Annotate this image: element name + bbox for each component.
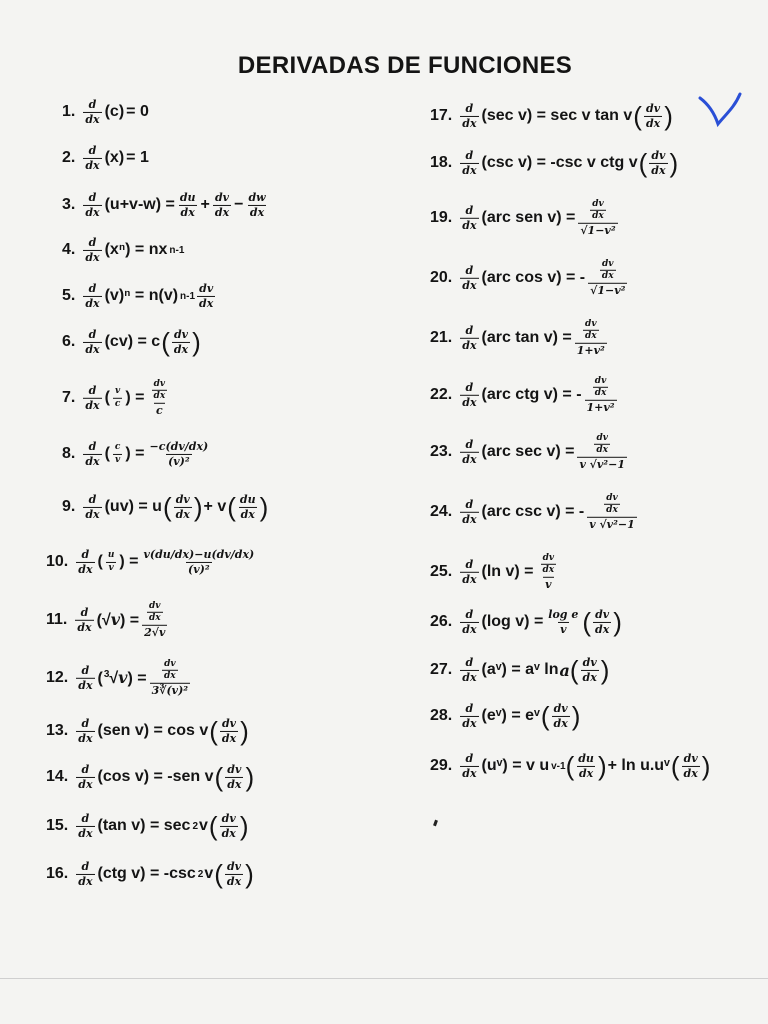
formula-2: 2. $\frac{d}{dx}$ (x) = 1	[62, 143, 149, 172]
formula-29: 29. $\frac{d}{dx}$ (uᵛ) = v u v-1 ( $\frac{du}{dx}$ ) + ln u.uᵛ ( $\frac{dv}{dx}$ )	[430, 751, 711, 781]
formula-4: 4. $\frac{d}{dx}$ (xⁿ) = nx n-1	[62, 235, 185, 264]
page-title: DERIVADAS DE FUNCIONES	[237, 52, 573, 79]
formula-10: 10. $\frac{d}{dx}$ ( $\frac{u}{v}$ ) = $\frac{v(du/dx)-u(dv/dx)}{\text{(v)²}}$	[46, 547, 255, 576]
formula-9: 9. $\frac{d}{dx}$ (uv) = u ( $\frac{dv}{dx}$ ) + v ( $\frac{du}{dx}$ )	[62, 492, 269, 522]
page-edge-line	[0, 978, 768, 979]
formula-14: 14. $\frac{d}{dx}$ (cos v) = -sen v ( $\frac{dv}{dx}$ )	[46, 762, 255, 792]
formula-7: 7. $\frac{d}{dx}$ ( $\frac{v}{c}$ ) = $\frac{\frac{dv}{dx}}{c}$	[62, 378, 166, 417]
formula-5: 5. $\frac{d}{dx}$ (v)ⁿ = n(v) n-1 $\frac{dv}{dx}$	[62, 281, 214, 310]
derivative-operator: $\frac{d}{dx}$	[85, 97, 100, 126]
formula-20: 20. $\frac{d}{dx}$ (arc cos v) = - $\frac{\frac{dv}{dx}}{\text{√1−v²}}$	[430, 258, 626, 297]
formula-6: 6. $\frac{d}{dx}$ (cv) = c ( $\frac{dv}{dx}$ )	[62, 327, 201, 357]
formula-22: 22. $\frac{d}{dx}$ (arc ctg v) = - $\frac{\frac{dv}{dx}}{\text{1+v²}}$	[430, 375, 615, 414]
formula-17: 17. $\frac{d}{dx}$ (sec v) = sec v tan v ( $\frac{dv}{dx}$ )	[430, 101, 673, 131]
check-mark-icon	[696, 88, 746, 132]
derivative-operator: $\frac{d}{dx}$	[85, 143, 100, 172]
formula-21: 21. $\frac{d}{dx}$ (arc tan v) = $\frac{\frac{dv}{dx}}{\text{1+v²}}$	[430, 318, 605, 357]
formula-23: 23. $\frac{d}{dx}$ (arc sec v) = $\frac{\frac{dv}{dx}}{\text{v √v²−1}}$	[430, 432, 625, 471]
formula-28: 28. $\frac{d}{dx}$ (eᵛ) = eᵛ ( $\frac{dv}{dx}$ )	[430, 701, 581, 731]
formula-3: 3. $\frac{d}{dx}$ (u+v-w) = $\frac{du}{dx}$ + $\frac{dv}{dx}$ − $\frac{dw}{dx}$	[62, 190, 266, 219]
formula-18: 18. $\frac{d}{dx}$ (csc v) = -csc v ctg v ( $\frac{dv}{dx}$ )	[430, 148, 679, 178]
formula-27: 27. $\frac{d}{dx}$ (aᵛ) = aᵛ ln a ( $\frac{dv}{dx}$ )	[430, 655, 610, 685]
formula-15: 15. $\frac{d}{dx}$ (tan v) = sec 2 v ( $\frac{dv}{dx}$ )	[46, 811, 249, 841]
ink-mark	[433, 820, 438, 827]
formula-12: 12. $\frac{d}{dx}$ ($^3$√v) = $\frac{\frac{dv}{dx}}{\text{3∛(v)²}}$	[46, 658, 189, 697]
formula-26: 26. $\frac{d}{dx}$ (log v) = $\frac{\text{log e}}{v}$ ( $\frac{dv}{dx}$ )	[430, 607, 622, 637]
formula-8: 8. $\frac{d}{dx}$ ( $\frac{c}{v}$ ) = $\frac{-c(dv/dx)}{\text{(v)²}}$	[62, 439, 209, 468]
formula-11: 11. $\frac{d}{dx}$ (√v) = $\frac{\frac{dv}{dx}}{2√v}$	[46, 600, 166, 639]
formula-25: 25. $\frac{d}{dx}$ (ln v) = $\frac{\frac{dv}{dx}}{v}$	[430, 552, 555, 591]
formula-13: 13. $\frac{d}{dx}$ (sen v) = cos v ( $\frac{dv}{dx}$ )	[46, 716, 249, 746]
formula-16: 16. $\frac{d}{dx}$ (ctg v) = -csc 2 v ( $\frac{dv}{dx}$ )	[46, 859, 254, 889]
formula-1: 1. $\frac{d}{dx}$ (c) = 0	[62, 97, 149, 126]
formula-24: 24. $\frac{d}{dx}$ (arc csc v) = - $\frac{\frac{dv}{dx}}{\text{v √v²−1}}$	[430, 492, 635, 531]
formula-number: 1.	[62, 103, 76, 120]
formula-19: 19. $\frac{d}{dx}$ (arc sen v) = $\frac{\frac{dv}{dx}}{\text{√1−v²}}$	[430, 198, 616, 237]
